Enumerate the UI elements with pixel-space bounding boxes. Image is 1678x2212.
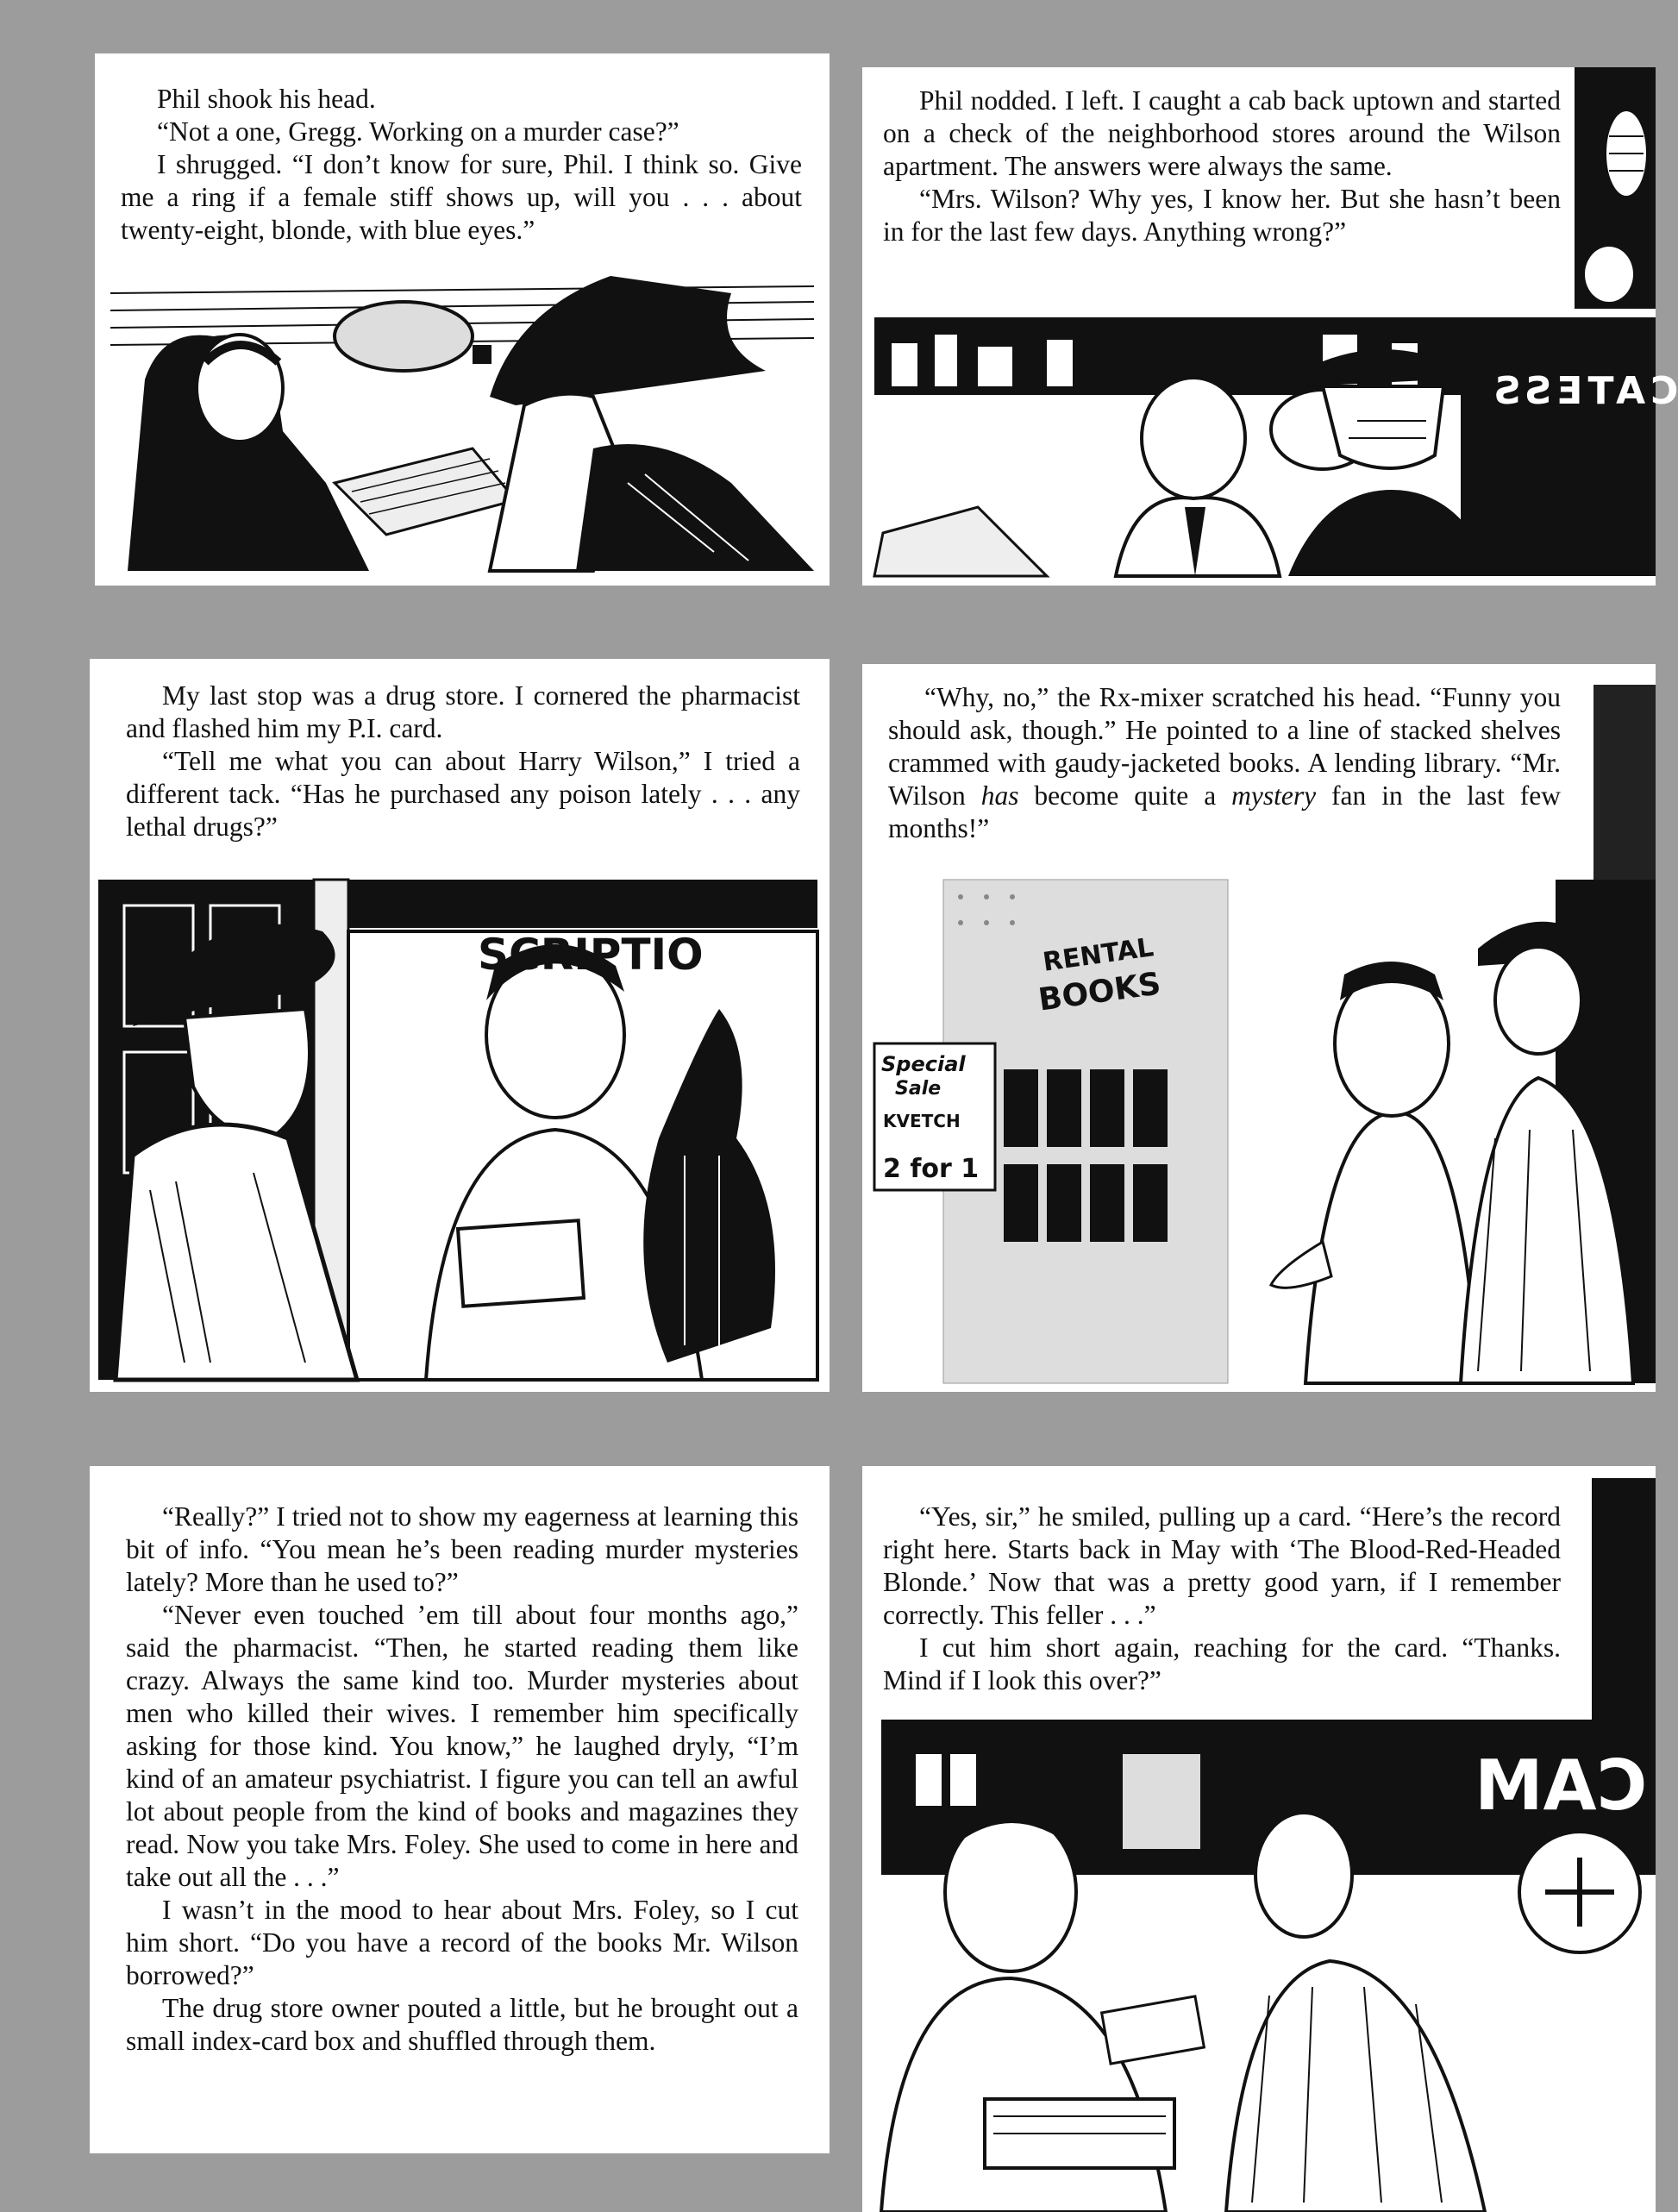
caption-emphasis: mystery	[1231, 780, 1317, 811]
panel-3-illustration	[98, 880, 817, 1380]
store-window-sign: CAM	[1475, 1745, 1648, 1826]
panel-2-illustration	[874, 317, 1678, 576]
price-label: 2 for 1	[883, 1154, 980, 1184]
store-sign-strip	[1592, 1478, 1656, 1737]
caption-text: “Why, no,” the Rx-mixer scratched his head. “Funny you should ask, though.” He pointed to a line of stacked shelves crammed with gaudy-jacketed books. A lending library. “Mr. Wilson	[888, 682, 1561, 811]
caption-paragraph: The drug store owner pouted a little, but he brought out a small index-card box and shuffled through them.	[126, 1993, 798, 2056]
rental-sign: RENTAL	[1041, 932, 1155, 978]
caption-paragraph: I shrugged. “I don’t know for sure, Phil. I think so. Give me a ring if a female stiff shows up, will you . . . about twenty-eight, blonde, with blue eyes.”	[121, 149, 802, 245]
caption-paragraph: I wasn’t in the mood to hear about Mrs. Foley, so I cut him short. “Do you have a record of the books Mr. Wilson borrowed?”	[126, 1895, 798, 1990]
caption-paragraph: Phil shook his head.	[157, 84, 376, 114]
panel-6-illustration	[881, 1720, 1656, 2212]
sale-label: Sale	[895, 1078, 942, 1100]
special-sale-label: Special	[881, 1052, 966, 1076]
panel-1-illustration	[110, 276, 814, 571]
delicatessen-sign: CATESS	[1488, 369, 1678, 413]
caption-text: become quite a	[1018, 780, 1232, 811]
caption-text: fan in the last few months!”	[888, 780, 1561, 843]
caption-paragraph: Phil nodded. I left. I caught a cab back uptown and started on a check of the neighborhood stores around the Wilson apartment. The answers were always the same.	[883, 85, 1561, 181]
panel-3-caption	[126, 680, 800, 843]
kvetch-label: KVETCH	[883, 1111, 961, 1131]
panel-2-caption	[883, 85, 1561, 248]
caption-paragraph: My last stop was a drug store. I cornered the pharmacist and flashed him my P.I. card.	[126, 680, 800, 743]
storefront-edge-strip	[1593, 685, 1656, 883]
panel-4-caption	[888, 681, 1561, 845]
panel-4	[862, 664, 1656, 1392]
caption-emphasis: has	[980, 780, 1019, 811]
panel-2	[862, 67, 1678, 586]
panel-1-caption	[121, 83, 802, 247]
panel-6	[862, 1466, 1656, 2212]
caption-paragraph: “Never even touched ’em till about four months ago,” said the pharmacist. “Then, he started reading them like crazy. Always the same kind too. Murder mysteries about men who killed their wives. I remember him specifically asking for those kind. You know,” he laughed dryly, “I’m kind of an amateur psychiatrist. I figure you can tell an awful lot about people from the kind of books and magazines they read. Now you take Mrs. Foley. She used to come in here and take out all the . . .”	[126, 1600, 798, 1892]
caption-paragraph: “Really?” I tried not to show my eagerness at learning this bit of info. “You mean he’s been reading murder mysteries lately? More than he used to?”	[126, 1501, 798, 1597]
caption-paragraph	[888, 681, 1561, 845]
panel-5-caption	[126, 1501, 798, 2058]
caption-paragraph: “Tell me what you can about Harry Wilson,” I tried a different tack. “Has he purchased any poison lately . . . any lethal drugs?”	[126, 746, 800, 842]
books-sign: BOOKS	[1036, 966, 1163, 1018]
caption-paragraph: “Not a one, Gregg. Working on a murder case?”	[157, 116, 679, 147]
deli-window-strip	[1575, 67, 1656, 309]
panel-1	[95, 53, 830, 586]
panel-6-caption	[883, 1501, 1561, 1697]
caption-paragraph: “Mrs. Wilson? Why yes, I know her. But she hasn’t been in for the last few days. Anything wrong?”	[883, 184, 1561, 247]
panel-4-illustration	[874, 880, 1656, 1383]
prescription-sign: SCRIPTIO	[478, 930, 704, 980]
panel-3	[90, 659, 830, 1392]
panel-5	[90, 1466, 830, 2153]
caption-paragraph: I cut him short again, reaching for the card. “Thanks. Mind if I look this over?”	[883, 1632, 1561, 1695]
caption-paragraph: “Yes, sir,” he smiled, pulling up a card. “Here’s the record right here. Starts back in May with ‘The Blood-Red-Headed Blonde.’ Now that was a pretty good yarn, if I remember correctly. This feller . . .”	[883, 1501, 1561, 1630]
